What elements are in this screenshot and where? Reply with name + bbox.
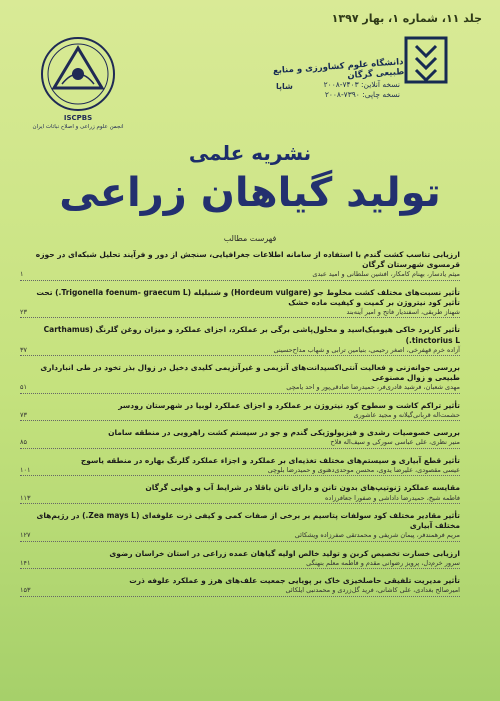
toc-entry[interactable] (20, 483, 460, 504)
toc-entry[interactable] (20, 325, 460, 356)
toc-entry-page: ۷۳ (20, 410, 27, 419)
toc-entry-authors: فاطمه شیخ، حمیدرضا داداشی و صفورا جعافرزاده (325, 493, 460, 502)
toc-entry-authors: آزاده خرم قهفرخی، اصغر رحیمی، بنیامین ترابی و شهاب مداح‌حسینی (273, 345, 460, 354)
issue-info: جلد ۱۱، شماره ۱، بهار ۱۳۹۷ (331, 12, 482, 25)
toc-entry[interactable] (20, 363, 460, 394)
toc-entry-authors: مهدی شعبان، فرشید قادری‌فر، حمیدرضا صادقی‌پور و احد یامچی (286, 383, 460, 392)
toc-entry-authors: میثم یادسار، بهنام کامکار، افشین سلطانی و امید عبدی (312, 270, 460, 279)
toc-entry-page: ۵۱ (20, 383, 27, 392)
toc-entry[interactable] (20, 576, 460, 597)
toc-entry-authors: عیسی مقصودی، علیرضا یدوی، محسن موحدی‌دهنوی و حمیدرضا بلوچی (267, 466, 460, 474)
toc-entry-title: تأثیر نسبت‌های مختلف کشت مخلوط جو (Hordeum vulgare) و شنبلیله (Trigonella foenum- graecum L.) تحت تأثیر کود نیتروژن بر کمیت و کیفیت ماده خشک (36, 287, 460, 307)
toc-entry-page: ۱ (20, 270, 24, 279)
university-emblem-icon (400, 34, 452, 86)
toc-entry[interactable] (20, 549, 460, 570)
toc-entry-page: ۲۳ (20, 307, 27, 316)
toc-entry-authors: سرور خرم‌دل، پرویز رضوانی مقدم و فاطمه معلم بنهنگی (306, 558, 460, 567)
toc-entry[interactable] (20, 250, 460, 281)
toc-entry-page: ۸۵ (20, 438, 27, 447)
toc-entry-authors: حشمت‌اله قربانی‌گیلانه و مجید عاشوری (353, 410, 460, 419)
toc-entry-page: ۱۰۱ (20, 466, 31, 474)
toc-entry-title: تأثیر مدیریت تلفیقی حاصلخیزی خاک بر پویایی جمعیت علف‌های هرز و عملکرد علوفه ذرت (129, 576, 460, 586)
toc-entry-title: ارزیابی خسارت تخصیص کربن و تولید خالص اولیه گیاهان عمده زراعی در استان خراسان رضوی (109, 548, 460, 558)
issn-label: شاپا (276, 82, 293, 91)
toc-entry-title: مقایسه عملکرد ژنوتیپ‌های بدون تانن و دارای تانن باقلا در شرایط آب و هوایی گرگان (145, 483, 460, 493)
toc-entry-authors: مریم فرهمندفر، پیمان شریفی و محمدتقی صفرزاده ویشکائی (294, 531, 460, 540)
toc-entry[interactable] (20, 288, 460, 319)
university-name: دانشگاه علوم کشاورزی و منابع طبیعی گرگان (272, 57, 405, 82)
toc-heading: فهرست مطالب (223, 234, 277, 243)
toc-entry-authors: امیرصالح بغدادی، علی کاشانی، فرید گل‌زردی و محمدنبی ایلکائی (285, 586, 460, 595)
table-of-contents (20, 250, 460, 604)
toc-entry-page: ۱۴۱ (20, 558, 31, 567)
society-emblem-icon (38, 34, 118, 114)
toc-entry[interactable] (20, 456, 460, 477)
society-name: انجمن علوم زراعی و اصلاح نباتات ایران (32, 124, 124, 130)
toc-entry-title: بررسی خصوصیات رشدی و فیزیولوژیکی گندم و جو در سیستم کشت راهرویی در منطقه سامان (108, 428, 460, 438)
toc-entry-page: ۱۱۳ (20, 493, 31, 502)
toc-entry-authors: منیر نظری، علی عباسی سورکی و سیف‌اله فلاح (330, 438, 460, 447)
toc-entry-authors: شهناز طریقی، اسفندیار فاتح و امیر آینه‌بند (346, 307, 460, 316)
issn-block (324, 80, 400, 100)
toc-entry-title: ارزیابی تناسب کشت گندم با استفاده از سامانه اطلاعات جغرافیایی، سنجش از دور و فرآیند تحلیل شبکه‌ای در حوزه قرمسوی شهرستان گرگان (35, 250, 460, 270)
toc-entry-page: ۱۲۷ (20, 531, 31, 540)
toc-entry-page: ۳۷ (20, 345, 27, 354)
toc-entry[interactable] (20, 401, 460, 422)
journal-kind: نشریه علمی (188, 141, 312, 165)
issn-print: نسخه چاپی: ۷۳۹۰-۲۰۰۸ (324, 90, 400, 100)
journal-title: تولید گیاهان زراعی (59, 170, 441, 216)
toc-entry-title: تأثیر تراکم کاشت و سطوح کود نیتروژن بر عملکرد و اجزای عملکرد لوبیا در شهرستان رودسر (118, 400, 460, 410)
society-acronym: ISCPBS (63, 114, 93, 122)
toc-entry[interactable] (20, 511, 460, 542)
university-logo (400, 34, 452, 90)
issn-online: نسخه آنلاین: ۷۴۰۳-۲۰۰۸ (323, 80, 400, 89)
toc-entry-page: ۱۵۳ (20, 586, 31, 595)
toc-entry[interactable] (20, 428, 460, 449)
toc-entry-title: تأثیر مقادیر مختلف کود سولفات پتاسیم بر برخی از صفات کمی و کیفی ذرت علوفه‌ای (Zea mays L.) در رژیم‌های مختلف آبیاری (36, 511, 460, 531)
toc-entry-title: تأثیر کاربرد خاکی هیومیک‌اسید و محلول‌پاشی برگی بر عملکرد، اجزای عملکرد و میزان روغن گلرنگ (Carthamus tinctorius L.) (43, 325, 460, 345)
society-logo (28, 34, 128, 131)
toc-entry-title: تأثیر قطع آبیاری و سیستم‌های مختلف تغذیه‌ای بر عملکرد و اجزاء عملکرد گلرنگ بهاره در منطقه یاسوج (80, 455, 460, 465)
toc-entry-title: بررسی جوانه‌زنی و فعالیت آنتی‌اکسیدانت‌های آنزیمی و غیرآنزیمی کلیدی دخیل در زوال بذر تخود در طی انبارداری طبیعی و زوال مصنوعی (40, 363, 460, 383)
